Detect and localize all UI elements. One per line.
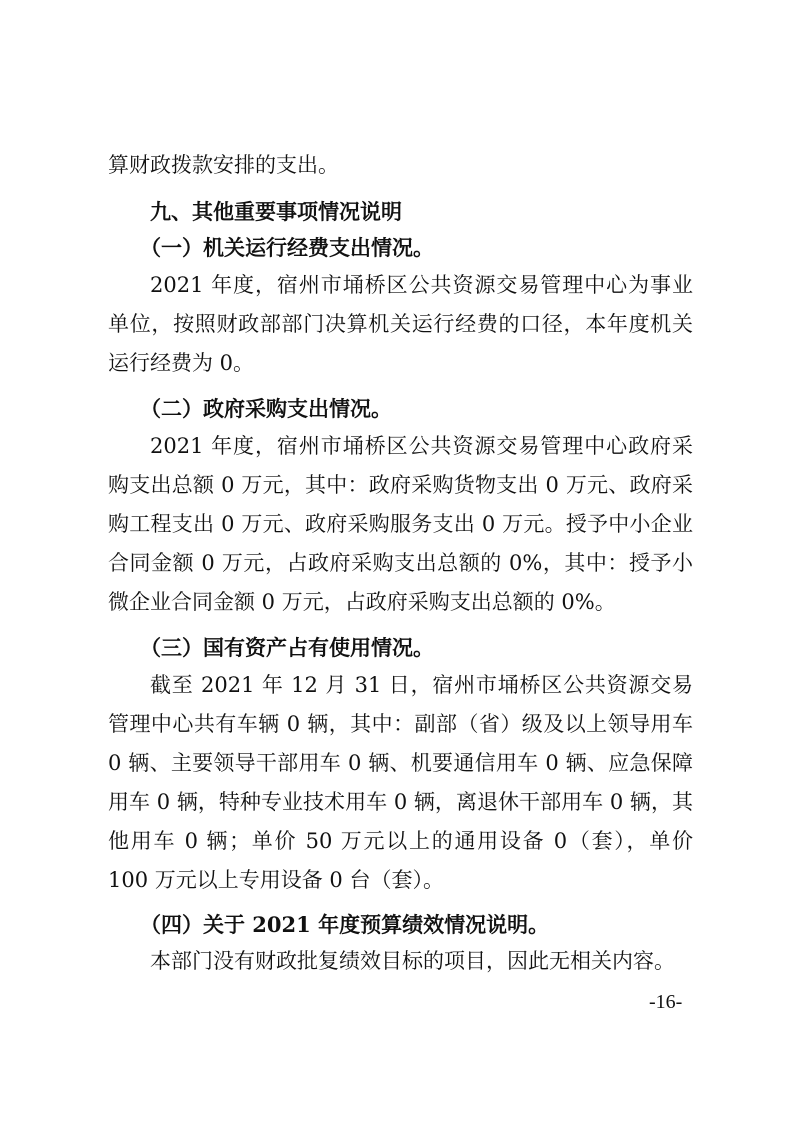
- paragraph-2: 2021 年度，宿州市埇桥区公共资源交易管理中心政府采购支出总额 0 万元，其中：政府采购货物支出 0 万元、政府采购工程支出 0 万元、政府采购服务支出 0 万元。授予中小企业合同金额 0 万元，占政府采购支出总额的 0%，其中：授予小微企业合同金额 0 万元，占政府采购支出总额的 0%。: [108, 434, 693, 614]
- continuation-text: 算财政拨款安排的支出。: [108, 153, 339, 177]
- subsection-heading-4: （四）关于 2021 年度预算绩效情况说明。: [140, 912, 550, 937]
- paragraph-4: 本部门没有财政批复绩效目标的项目，因此无相关内容。: [150, 949, 675, 973]
- section-heading: 九、其他重要事项情况说明: [150, 200, 402, 224]
- paragraph-3: 截至 2021 年 12 月 31 日，宿州市埇桥区公共资源交易管理中心共有车辆 0 辆，其中：副部（省）级及以上领导用车 0 辆、主要领导干部用车 0 辆、机要通信用车 0 辆、应急保障用车 0 辆，特种专业技术用车 0 辆，离退休干部用车 0 辆，其他用车 0 辆；单价 50 万元以上的通用设备 0（套），单价 100 万元以上专用设备 0 台（套）。: [108, 673, 693, 892]
- paragraph-1: 2021 年度，宿州市埇桥区公共资源交易管理中心为事业单位，按照财政部部门决算机关运行经费的口径，本年度机关运行经费为 0。: [108, 273, 693, 375]
- subsection-heading-1: （一）机关运行经费支出情况。: [140, 236, 434, 260]
- subsection-heading-2: （二）政府采购支出情况。: [140, 397, 392, 421]
- subsection-heading-3: （三）国有资产占有使用情况。: [140, 636, 434, 660]
- page-number: -16-: [649, 991, 683, 1013]
